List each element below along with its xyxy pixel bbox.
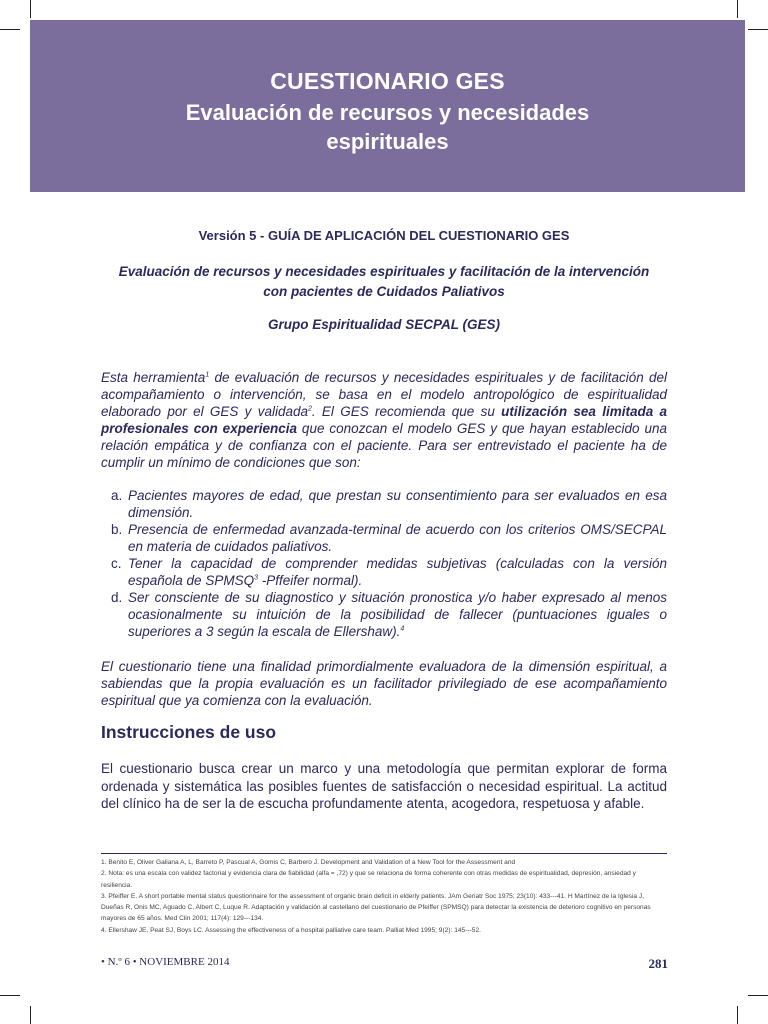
intro-paragraph	[101, 369, 667, 471]
page-number: 281	[648, 956, 668, 971]
list-marker: b.	[111, 522, 123, 537]
crop-mark	[748, 29, 768, 30]
intro-text: Esta herramienta	[101, 370, 206, 385]
footnotes	[101, 857, 667, 936]
crop-mark	[748, 995, 768, 996]
footnote: 4. Ellershaw JE, Peat SJ, Boys LC. Assessing the effectiveness of a hospital palliative care team. Palliat Med 1995; 9(2): 145---52.	[101, 926, 481, 934]
list-item-text: Tener la capacidad de comprender medidas subjetivas (calculadas con la versión española de SPMSQ	[128, 556, 667, 588]
instructions-paragraph: El cuestionario busca crear un marco y una metodología que permitan explorar de forma ordenada y sistemática las posibles fuentes de satisfacción o necesidad espiritual. La actitud del clínico ha de ser la de escucha profundamente atenta, acogedora, respetuosa y afable.	[101, 761, 667, 811]
group-name: Grupo Espiritualidad SECPAL (GES)	[267, 317, 501, 332]
footnote: 3. Pfeiffer E. A short portable mental status questionnaire for the assessment of organic brain deficit in elderly patients. JAm Geriatr Soc 1975; 23(10): 433---41. H Martínez de la Iglesia J, Dueñas R, Onis MC, Aguado C, Albert C, Luque R. Adaptación y validación al castellano del cuestionario de Pfeiffer (SPMSQ) para detectar la existencia de deterioro cognitivo en personas mayores de 65 años. Med Clin 2001; 117(4): 129---134.	[101, 892, 651, 923]
list-item-text: Presencia de enfermedad avanzada-terminal de acuerdo con los criterios OMS/SECPAL en materia de cuidados paliativos.	[128, 522, 667, 554]
list-item	[101, 487, 667, 521]
document-subtitle	[100, 262, 668, 302]
list-marker: d.	[111, 590, 123, 605]
document-subtitle-line: con pacientes de Cuidados Paliativos	[263, 284, 505, 299]
version-line: Versión 5 - GUÍA DE APLICACIÓN DEL CUESTIONARIO GES	[198, 228, 570, 243]
intro-text: . El GES recomienda que su	[311, 404, 502, 419]
list-item	[101, 521, 667, 555]
list-item-text: Pacientes mayores de edad, que prestan su consentimiento para ser evaluados en esa dimensión.	[128, 488, 667, 520]
page-subtitle	[30, 98, 745, 156]
list-item-text: Ser consciente de su diagnostico y situación pronostica y/o haber expresado al menos ocasionalmente su intuición de la posibilidad de fallecer (puntuaciones iguales o superiores a 3 según la escala de Ellershaw).	[128, 590, 667, 639]
list-item	[101, 589, 667, 640]
document-subtitle-line: Evaluación de recursos y necesidades espirituales y facilitación de la intervención	[118, 264, 650, 279]
crop-mark	[0, 995, 20, 996]
footnote: 2. Nota: es una escala con validez factorial y evidencia clara de fiabilidad (alfa = ,72) y que se relaciona de forma coherente con otras medidas de espiritualidad, depresión, ansiedad y resiliencia.	[101, 870, 636, 889]
list-marker: a.	[111, 488, 123, 503]
list-item	[101, 555, 667, 589]
footnote-ref: 1	[205, 371, 210, 379]
page-subtitle-line: espirituales	[326, 129, 449, 154]
footnote-ref: 4	[400, 625, 405, 633]
intro-emphasis: utilización sea limitada a profesionales con experiencia	[101, 404, 667, 436]
list-item-text: -Pffeifer normal).	[257, 573, 363, 588]
crop-mark	[737, 1006, 738, 1024]
conditions-list	[101, 487, 667, 640]
footnote: 1. Benito E, Oliver Galiana A, L, Barreto P, Pascual A, Gomis C, Barbero J. Development and Validation of a New Tool for the Assessment and	[101, 859, 516, 866]
page-title: CUESTIONARIO GES	[270, 68, 505, 94]
list-marker: c.	[111, 556, 122, 571]
section-heading: Instrucciones de uso	[101, 722, 277, 742]
footnote-ref: 2	[307, 405, 312, 413]
intro-text: de evaluación de recursos y necesidades espirituales y de facilitación del acompañamiento o intervención, se basa en el modelo antropológico de espiritualidad elaborado por el GES y validada	[101, 370, 667, 419]
footnote-ref: 3	[254, 574, 258, 582]
crop-mark	[30, 0, 31, 18]
title-banner	[30, 20, 745, 192]
intro-text: que conozcan el modelo GES y que hayan establecido una relación empática y de confianza con el paciente. Para ser entrevistado el paciente ha de cumplir un mínimo de condiciones que son:	[101, 421, 667, 470]
closing-paragraph: El cuestionario tiene una finalidad primordialmente evaluadora de la dimensión espiritual, a sabiendas que la propia evaluación es un facilitador privilegiado de ese acompañamiento espiritual que ya comienza con la evaluación.	[101, 659, 667, 708]
crop-mark	[0, 29, 20, 30]
footnote-divider	[101, 853, 667, 854]
crop-mark	[30, 1006, 31, 1024]
crop-mark	[737, 0, 738, 18]
page-subtitle-line: Evaluación de recursos y necesidades	[185, 100, 590, 125]
issue-info: • N.º 6 • NOVIEMBRE 2014	[101, 956, 230, 968]
